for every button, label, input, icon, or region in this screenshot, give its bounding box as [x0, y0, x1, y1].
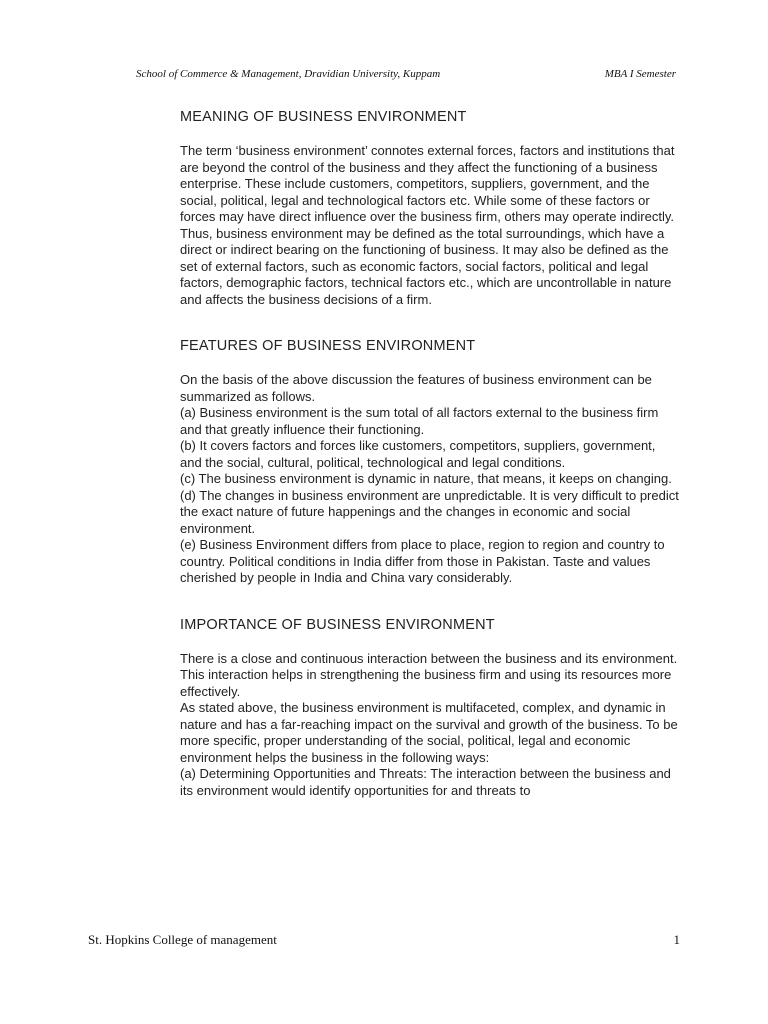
section-heading-features: FEATURES OF BUSINESS ENVIRONMENT [180, 338, 476, 354]
paragraph-features-intro: On the basis of the above discussion the features of business environment can be summarized as follows. [180, 372, 652, 404]
page-footer [88, 932, 680, 950]
paragraph-meaning: The term ‘business environment’ connotes external forces, factors and institutions that are beyond the control of the business and they affect the functioning of a business enterprise. These include customers, competitors, suppliers, government, and the social, political, legal and technological factors etc. While some of these factors or forces may have direct influence over the business firm, others may operate indirectly. Thus, business environment may be defined as the total surroundings, which have a direct or indirect bearing on the functioning of business. It may also be defined as the set of external factors, such as economic factors, social factors, political and legal factors, demographic factors, technical factors etc., which are uncontrollable in nature and affects the business decisions of a firm. [180, 143, 675, 307]
paragraph-feature-b: (b) It covers factors and forces like customers, competitors, suppliers, government, and the social, cultural, political, technological and legal conditions. [180, 438, 656, 470]
paragraph-feature-d: (d) The changes in business environment are unpredictable. It is very difficult to predict the exact nature of future happenings and the changes in economic and social environment. [180, 487, 679, 536]
section-heading-meaning: MEANING OF BUSINESS ENVIRONMENT [180, 109, 467, 125]
page-number: 1 [673, 932, 680, 947]
paragraph-feature-e: (e) Business Environment differs from place to place, region to region and country to country. Political conditions in India differ from those in Pakistan. Taste and values cherished by people in India and China vary considerably. [180, 537, 665, 585]
header-institution: School of Commerce & Management, Dravidian University, Kuppam [136, 68, 441, 80]
running-header [136, 68, 676, 84]
paragraph-feature-a: (a) Business environment is the sum total of all factors external to the business firm and that greatly influence their functioning. [180, 405, 659, 437]
footer-college: St. Hopkins College of management [88, 932, 277, 947]
paragraph-importance-3: (a) Determining Opportunities and Threats: The interaction between the business and its environment would identify opportunities for and threats to [180, 766, 671, 798]
paragraph-feature-c: (c) The business environment is dynamic in nature, that means, it keeps on changing. [180, 471, 672, 486]
paragraph-importance-2: As stated above, the business environment is multifaceted, complex, and dynamic in nature and has a far-reaching impact on the survival and growth of the business. To be more specific, proper understanding of the social, political, legal and economic environment helps the business in the following ways: [180, 700, 678, 765]
body-content [180, 107, 680, 799]
paragraph-importance-1: There is a close and continuous interaction between the business and its environment. This interaction helps in strengthening the business firm and using its resources more effectively. [180, 650, 678, 699]
section-heading-importance: IMPORTANCE OF BUSINESS ENVIRONMENT [180, 616, 495, 633]
header-semester: MBA I Semester [604, 68, 676, 80]
